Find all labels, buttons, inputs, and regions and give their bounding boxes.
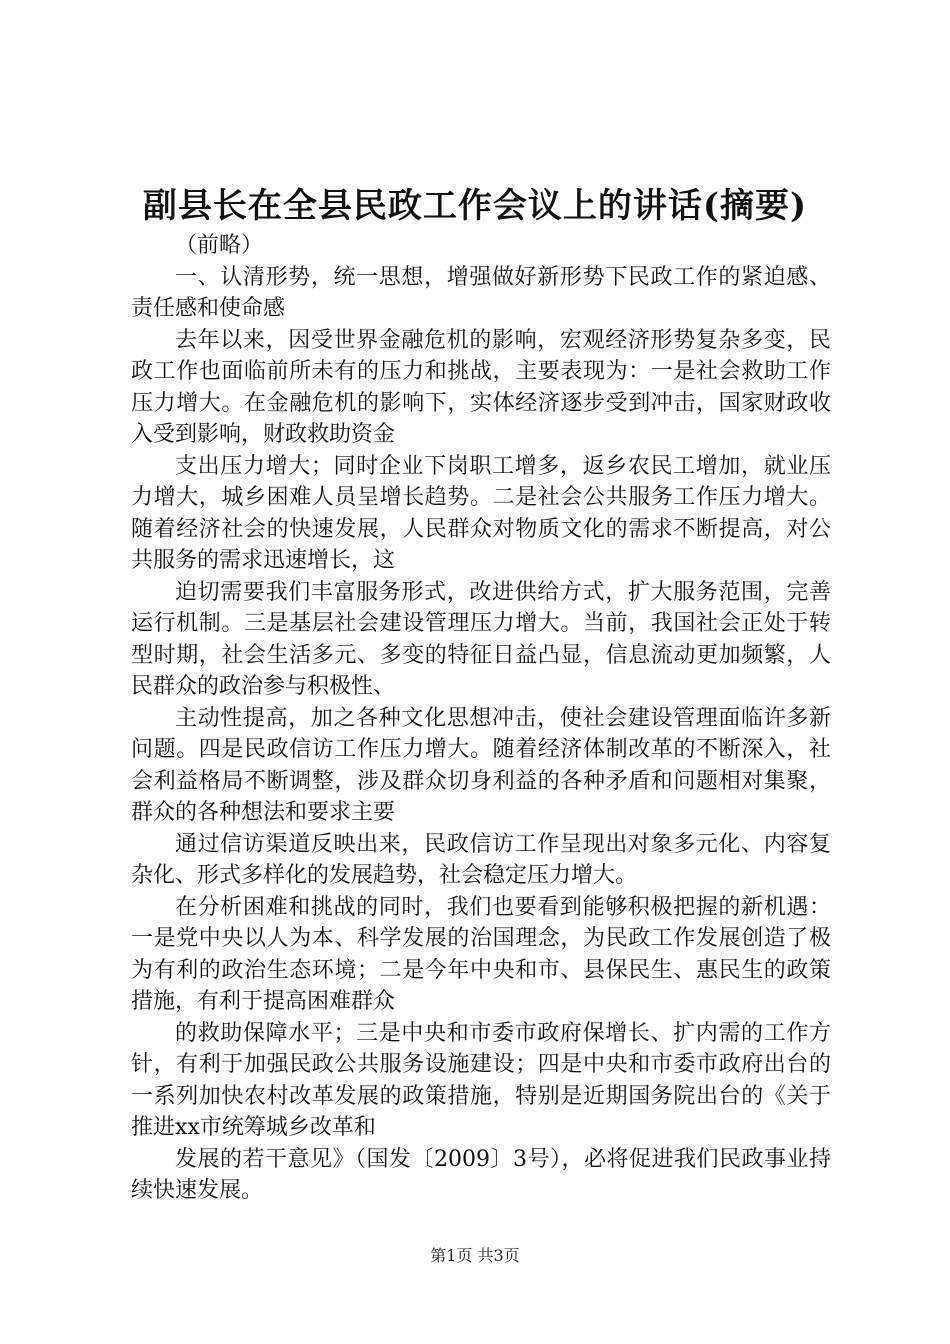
page-number-footer: 第1页 共3页 [430, 1246, 520, 1265]
paragraph: 支出压力增大；同时企业下岗职工增多，返乡农民工增加，就业压力增大，城乡困难人员呈增长趋势。二是社会公共服务工作压力增大。随着经济社会的快速发展，人民群众对物质文化的需求不断提高，对公共服务的需求迅速增长，这 [131, 453, 831, 573]
paragraph: 发展的若干意见》（国发〔2009〕3号），必将促进我们民政事业持续快速发展。 [131, 1146, 831, 1203]
paragraph: 在分析困难和挑战的同时，我们也要看到能够积极把握的新机遇：一是党中央以人为本、科学发展的治国理念，为民政工作发展创造了极为有利的政治生态环境；二是今年中央和市、县保民生、惠民生的政策措施，有利于提高困难群众 [131, 894, 831, 1014]
paragraph-section-heading: 一、认清形势，统一思想，增强做好新形势下民政工作的紧迫感、责任感和使命感 [131, 264, 831, 321]
paragraph: 通过信访渠道反映出来，民政信访工作呈现出对象多元化、内容复杂化、形式多样化的发展趋势，社会稳定压力增大。 [131, 831, 831, 888]
paragraph: 的救助保障水平；三是中央和市委市政府保增长、扩内需的工作方针，有利于加强民政公共服务设施建设；四是中央和市委市政府出台的一系列加快农村改革发展的政策措施，特别是近期国务院出台的《关于推进xx市统筹城乡改革和 [131, 1020, 831, 1140]
document-body [131, 230, 831, 1207]
paragraph: 主动性提高，加之各种文化思想冲击，使社会建设管理面临许多新问题。四是民政信访工作压力增大。随着经济体制改革的不断深入，社会利益格局不断调整，涉及群众切身利益的各种矛盾和问题相对集聚，群众的各种想法和要求主要 [131, 705, 831, 825]
paragraph: 迫切需要我们丰富服务形式，改进供给方式，扩大服务范围，完善运行机制。三是基层社会建设管理压力增大。当前，我国社会正处于转型时期，社会生活多元、多变的特征日益凸显，信息流动更加频繁，人民群众的政治参与积极性、 [131, 579, 831, 699]
paragraph: 去年以来，因受世界金融危机的影响，宏观经济形势复杂多变，民政工作也面临前所未有的压力和挑战，主要表现为：一是社会救助工作压力增大。在金融危机的影响下，实体经济逐步受到冲击，国家财政收入受到影响，财政救助资金 [131, 327, 831, 447]
paragraph-preface: （前略） [175, 233, 264, 258]
document-title: 副县长在全县民政工作会议上的讲话(摘要) [142, 186, 808, 226]
